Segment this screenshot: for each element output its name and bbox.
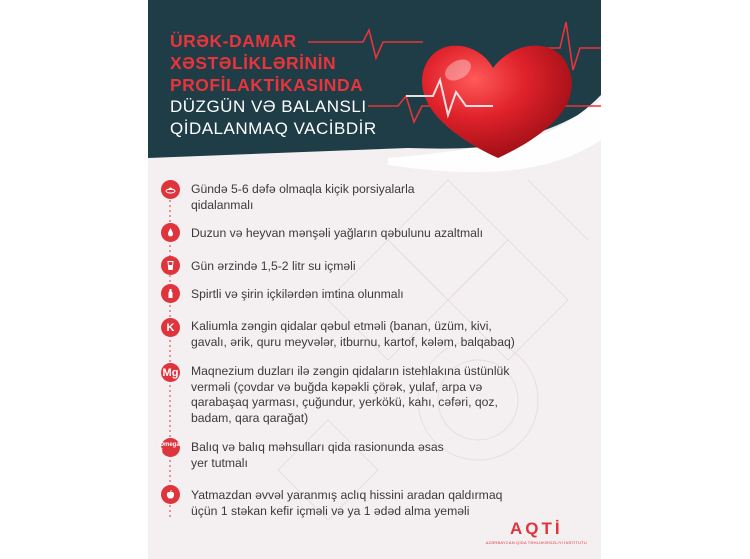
item-text: Maqnezium duzları ilə zəngin qidaların istehlakına üstünlük xyxy=(191,364,510,378)
header-title xyxy=(170,30,400,140)
logo-mark: AQTİ xyxy=(510,519,563,538)
title-line: ÜRƏK-DAMAR xyxy=(170,31,297,51)
omega3-icon: Omega-3 xyxy=(161,438,180,457)
item-text: gavalı, ərik, quru meyvələr, itburnu, kartof, kələm, balqabaq) xyxy=(191,334,515,349)
item-text: Gündə 5-6 dəfə olmaqla kiçik porsiyalarla xyxy=(191,182,415,196)
item-text: üçün 1 stəkan kefir içməli və ya 1 ədəd alma yeməli xyxy=(191,503,470,518)
oil-icon xyxy=(161,223,180,242)
item-text: Spirtli və şirin içkilərdən imtina olunmalı xyxy=(191,287,404,301)
item-text: Balıq və balıq məhsulları qida rasionunda əsas xyxy=(191,440,444,454)
bottle-icon xyxy=(161,284,180,303)
item-text: Kaliumla zəngin qidalar qəbul etməli (banan, üzüm, kivi, xyxy=(191,319,492,333)
title-line: PROFİLAKTİKASINDA xyxy=(170,75,364,95)
item-text: Yatmazdan əvvəl yaranmış aclıq hissini aradan qaldırmaq xyxy=(191,488,503,502)
subtitle-line: DÜZGÜN VƏ BALANSLI xyxy=(170,97,367,116)
item-text: Duzun və heyvan mənşəli yağların qəbulunu azaltmalı xyxy=(191,226,483,240)
magnesium-icon: Mg xyxy=(161,363,180,382)
potassium-icon: K xyxy=(161,318,180,337)
item-text: badam, qara qarağat) xyxy=(191,410,309,425)
subtitle-line: QİDALANMAQ VACİBDİR xyxy=(170,119,377,138)
poster xyxy=(148,0,601,559)
water-glass-icon xyxy=(161,256,180,275)
item-text: qidalanmalı xyxy=(191,197,254,212)
item-text: verməli (çovdar və buğda kəpəkli çörək, yulaf, arpa və xyxy=(191,379,483,394)
item-text: qarabaşaq yarması, çuğundur, yerkökü, kahı, cəfəri, qoz, xyxy=(191,395,498,410)
apple-icon xyxy=(161,485,180,504)
aqti-logo xyxy=(486,519,587,545)
title-line: XƏSTƏLİKLƏRİNİN xyxy=(170,53,337,73)
plate-icon xyxy=(161,180,180,199)
logo-subtitle: AZƏRBAYCAN QİDA TƏHLÜKƏSİZLİYİ İNSTİTUTU xyxy=(485,540,587,545)
item-text: yer tutmalı xyxy=(191,455,248,470)
item-text: Gün ərzində 1,5-2 litr su içməli xyxy=(191,259,356,273)
